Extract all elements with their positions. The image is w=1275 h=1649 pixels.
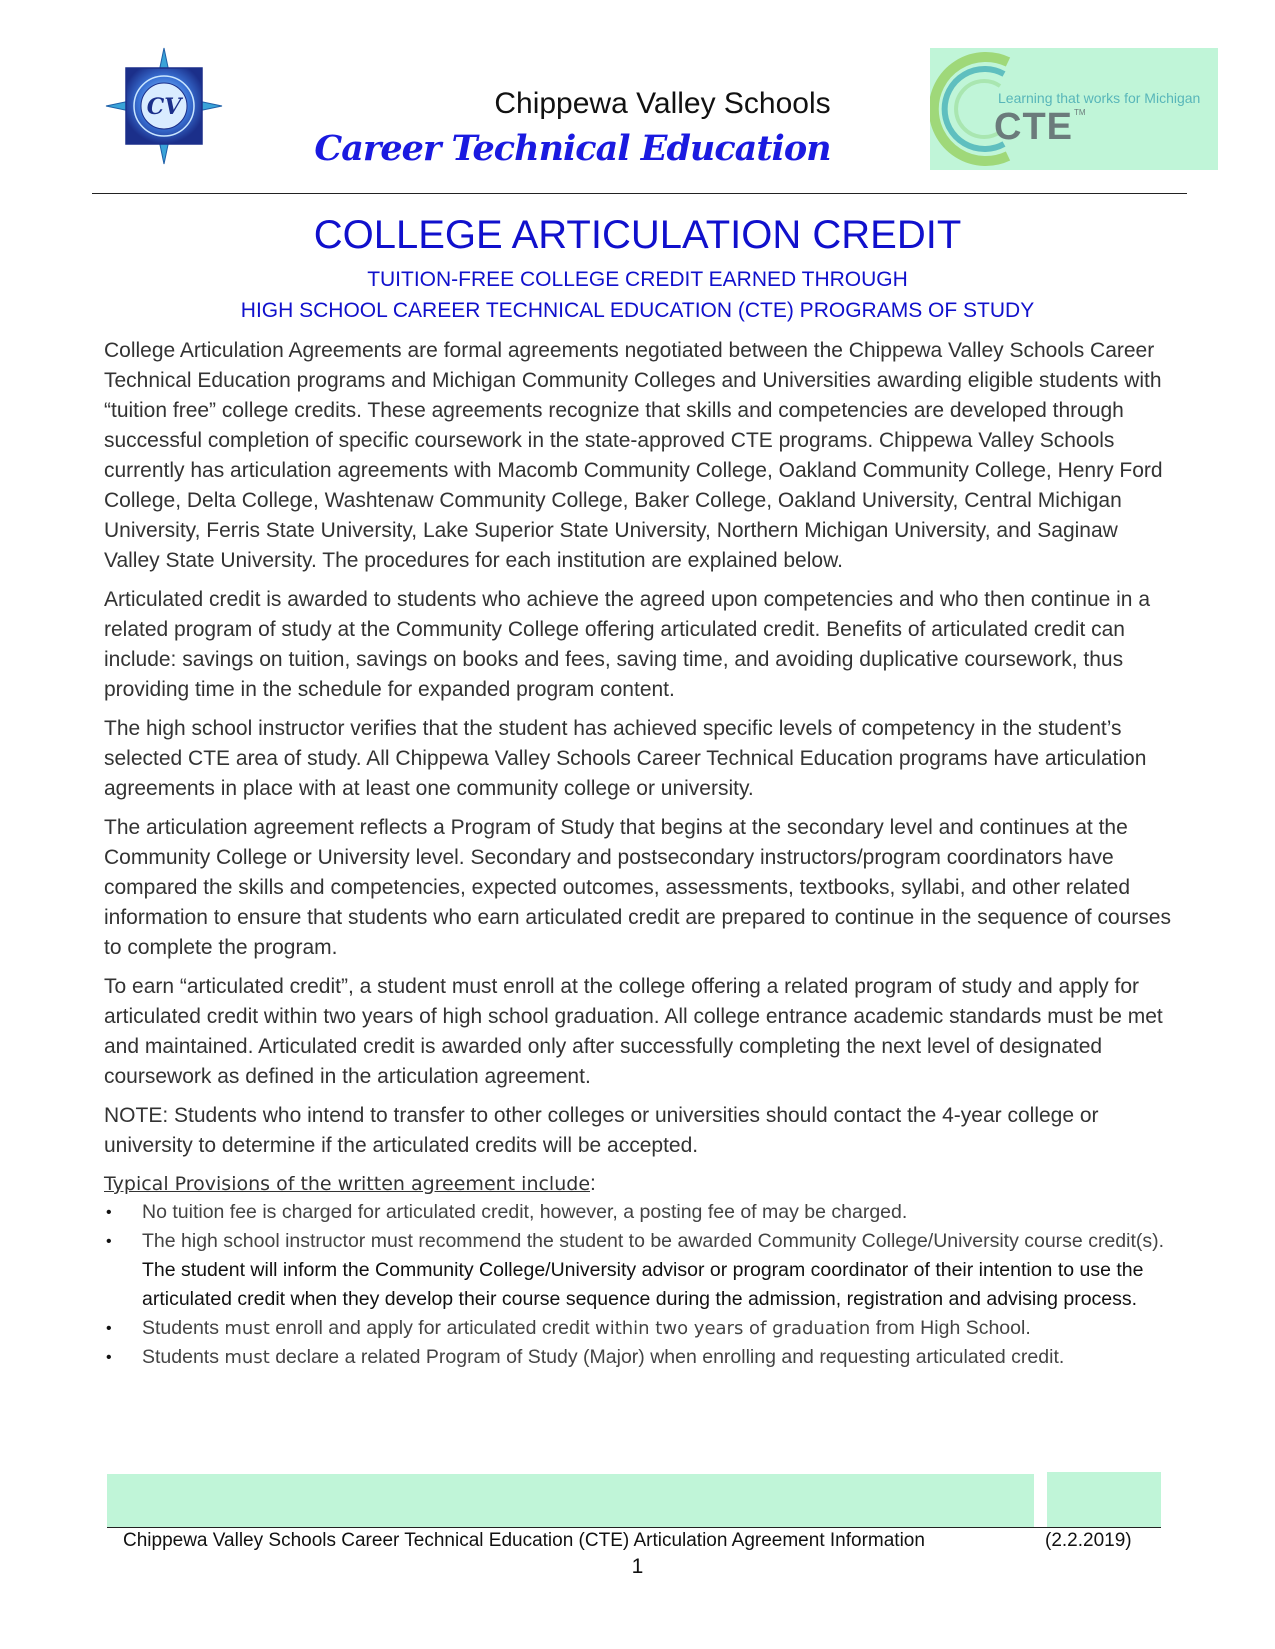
cte-logo-trademark: TM (1074, 108, 1086, 117)
provision-item-text: No tuition fee is charged for articulated credit, however, a posting fee of may be charged. (142, 1201, 908, 1223)
subtitle-line-1: TUITION-FREE COLLEGE CREDIT EARNED THROUGH (367, 268, 908, 291)
provision-item-text: enroll and apply for articulated credit (269, 1317, 595, 1339)
provisions-heading-text: Typical Provisions of the written agreement include (104, 1173, 591, 1195)
provision-item-text: from High School. (870, 1317, 1031, 1339)
body-content (104, 336, 1179, 1372)
cte-logo-word: CTE (994, 106, 1073, 148)
provision-item-text: Students (142, 1317, 225, 1339)
provision-item (104, 1198, 1179, 1227)
provision-item-text: Students (142, 1346, 225, 1368)
bullet-icon: • (106, 1320, 112, 1337)
provision-emphasis: must (224, 1347, 270, 1368)
footer-divider (107, 1527, 1161, 1528)
bullet-icon: • (106, 1349, 112, 1366)
page-title: COLLEGE ARTICULATION CREDIT (313, 213, 962, 257)
provision-item (104, 1343, 1179, 1372)
provision-item (104, 1314, 1179, 1343)
header-divider (92, 193, 1187, 194)
org-name: Chippewa Valley Schools (494, 87, 831, 120)
provision-item-text: declare a related Program of Study (Major) when enrolling and requesting articulated credit. (269, 1346, 1065, 1368)
provisions-list (104, 1198, 1179, 1372)
paragraph-program-of-study: The articulation agreement reflects a Program of Study that begins at the secondary level and continues at the Community College or University level. Secondary and postsecondary instructors/program coordinators have compared the skills and competencies, expected outcomes, assessments, textbooks, syllabi, and other related information to ensure that students who earn articulated credit are prepared to continue in the sequence of courses to complete the program. (104, 816, 1171, 959)
provision-item-text: The high school instructor must recommend the student to be awarded Community College/University course credit(s). (142, 1230, 1165, 1252)
cte-logo-tagline: Learning that works for Michigan (998, 90, 1201, 106)
department-name: Career Technical Education (314, 128, 831, 169)
paragraph-earning-credit: To earn “articulated credit”, a student must enroll at the college offering a related program of study and apply for articulated credit within two years of high school graduation. All college entrance academic standards must be met and maintained. Articulated credit is awarded only after successfully completing the next level of designated coursework as defined in the articulation agreement. (104, 975, 1163, 1088)
footer-date: (2.2.2019) (1045, 1530, 1132, 1551)
provisions-heading-colon: : (590, 1172, 596, 1195)
provision-item-text-dark: The student will inform the Community College/University advisor or program coordinator of their intention to use the articulated credit when they develop their course sequence during the admission, registration and advising process. (142, 1259, 1144, 1310)
page-number: 1 (631, 1555, 644, 1578)
cte-logo (930, 48, 1218, 170)
footer-band (107, 1474, 1034, 1528)
paragraph-intro: College Articulation Agreements are formal agreements negotiated between the Chippewa Valley Schools Career Technical Education programs and Michigan Community Colleges and Universities awarding eligible students with “tuition free” college credits. These agreements recognize that skills and competencies are developed through successful completion of specific coursework in the state-approved CTE programs. Chippewa Valley Schools currently has articulation agreements with Macomb Community College, Oakland Community College, Henry Ford College, Delta College, Washtenaw Community College, Baker College, Oakland University, Central Michigan University, Ferris State University, Lake Superior State University, Northern Michigan University, and Saginaw Valley State University. The procedures for each institution are explained below. (104, 339, 1163, 572)
paragraph-note: NOTE: Students who intend to transfer to other colleges or universities should contact the 4-year college or university to determine if the articulated credits will be accepted. (104, 1104, 1099, 1157)
provision-emphasis: must (224, 1318, 270, 1339)
paragraph-instructor: The high school instructor verifies that the student has achieved specific levels of competency in the student’s selected CTE area of study. All Chippewa Valley Schools Career Technical Education programs have articulation agreements in place with at least one community college or university. (104, 717, 1147, 800)
bullet-icon: • (106, 1233, 112, 1250)
provision-item (104, 1227, 1179, 1314)
cv-logo-letters: CV (146, 94, 182, 120)
paragraph-benefits: Articulated credit is awarded to students who achieve the agreed upon competencies and who then continue in a related program of study at the Community College offering articulated credit. Benefits of articulated credit can include: savings on tuition, savings on books and fees, saving time, and avoiding duplicative coursework, thus providing time in the schedule for expanded program content. (104, 588, 1151, 701)
subtitle-line-2: HIGH SCHOOL CAREER TECHNICAL EDUCATION (CTE) PROGRAMS OF STUDY (240, 299, 1035, 322)
provisions-heading (104, 1170, 1179, 1198)
bullet-icon: • (106, 1204, 112, 1221)
footer-text: Chippewa Valley Schools Career Technical Education (CTE) Articulation Agreement Information (123, 1530, 925, 1551)
provision-emphasis: within two years of graduation (594, 1318, 871, 1339)
footer-band-small (1047, 1472, 1161, 1528)
